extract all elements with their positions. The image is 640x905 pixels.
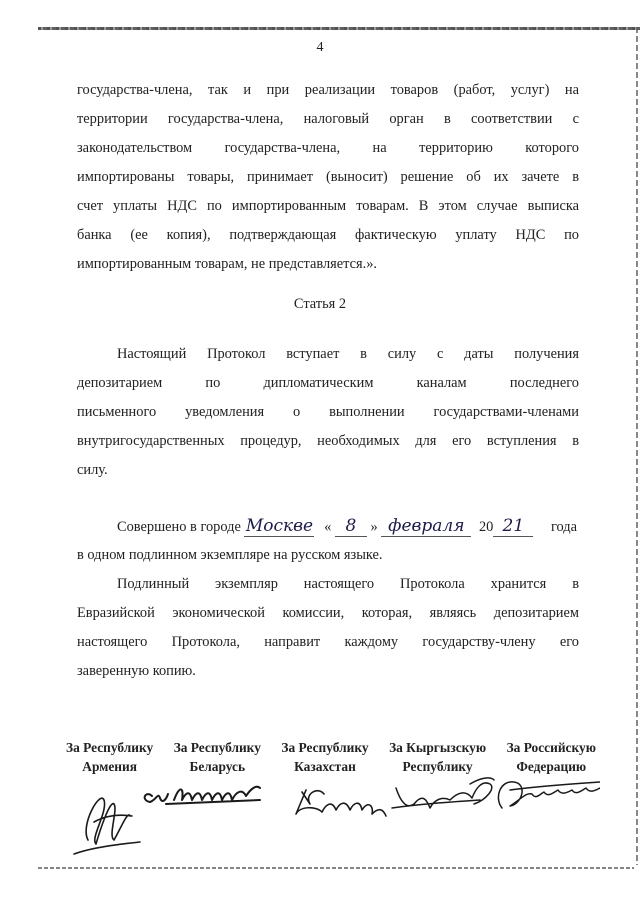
handwritten-month: февраля	[381, 516, 471, 537]
signatory-line: За Республику	[281, 740, 369, 755]
text-line: заверенную копию.	[77, 663, 196, 679]
text-line: законодательством государства-члена, на территорию которого	[77, 140, 579, 156]
signatory-line: Беларусь	[189, 759, 246, 774]
text-line: государства-члена, так и при реализации товаров (работ, услуг) на	[77, 82, 579, 98]
signatory-line: За Кыргызскую	[389, 740, 487, 755]
signature-armenia	[74, 798, 140, 854]
handwritten-signatures	[70, 770, 600, 860]
signature-kyrgyzstan	[392, 778, 494, 808]
signatory-line: За Республику	[173, 740, 261, 755]
year-prefix: 20	[478, 519, 494, 535]
signed-prefix: Совершено в городе	[117, 519, 241, 535]
scan-edge-bottom	[38, 867, 634, 869]
paragraph-article-2	[77, 340, 579, 485]
scan-edge-top	[38, 27, 640, 30]
text-line: территории государства-члена, налоговый орган в соответствии с	[77, 111, 579, 127]
text-line: внутригосударственных процедур, необходимых для его вступления в	[77, 433, 579, 449]
signature-kazakhstan	[296, 790, 386, 816]
text-line: импортированным товарам, не представляется.».	[77, 256, 378, 272]
signature-belarus	[145, 787, 260, 804]
text-line: Евразийской экономической комиссии, которая, являясь депозитарием	[77, 605, 579, 621]
article-heading: Статья 2	[293, 296, 347, 312]
text-line: депозитарием по дипломатическим каналам последнего	[77, 375, 579, 391]
signed-suffix: года	[550, 519, 577, 535]
handwritten-day: 8	[335, 516, 367, 537]
handwritten-city: Москве	[245, 516, 314, 536]
signatory-line: Армения	[82, 759, 137, 774]
paragraph-continuation	[77, 76, 579, 279]
text-line: банка (ее копия), подтверждающая фактическую уплату НДС по	[77, 227, 579, 243]
signatory-line: За Российскую	[506, 740, 596, 755]
signatory-line: Казахстан	[294, 759, 356, 774]
text-line: Подлинный экземпляр настоящего Протокола хранится в	[117, 576, 579, 592]
signatory-line: Республику	[402, 759, 473, 774]
text-line: импортированы товары, принимает (выносит) решение об их зачете в	[77, 169, 579, 185]
text-line: счет уплаты НДС по импортированным товарам. В этом случае выписка	[77, 198, 579, 214]
signing-place-date	[77, 516, 579, 537]
handwritten-year: 21	[493, 516, 533, 537]
text-line: настоящего Протокола, направит каждому государству-члену его	[77, 634, 579, 650]
text-line: в одном подлинном экземпляре на русском языке.	[77, 547, 383, 563]
quote-close: »	[370, 519, 378, 535]
paragraph-depositary	[77, 570, 579, 686]
text-line: Настоящий Протокол вступает в силу с даты получения	[117, 346, 579, 362]
signed-line-2	[77, 541, 579, 570]
signatory-line: За Республику	[66, 740, 154, 755]
scan-edge-right	[636, 27, 638, 865]
signature-russia	[498, 782, 600, 808]
page-number: 4	[316, 40, 324, 55]
quote-open: «	[324, 519, 332, 535]
text-line: силу.	[77, 462, 108, 478]
signatory-line: Федерацию	[516, 759, 587, 774]
text-line: письменного уведомления о выполнении государствами-членами	[77, 404, 579, 420]
